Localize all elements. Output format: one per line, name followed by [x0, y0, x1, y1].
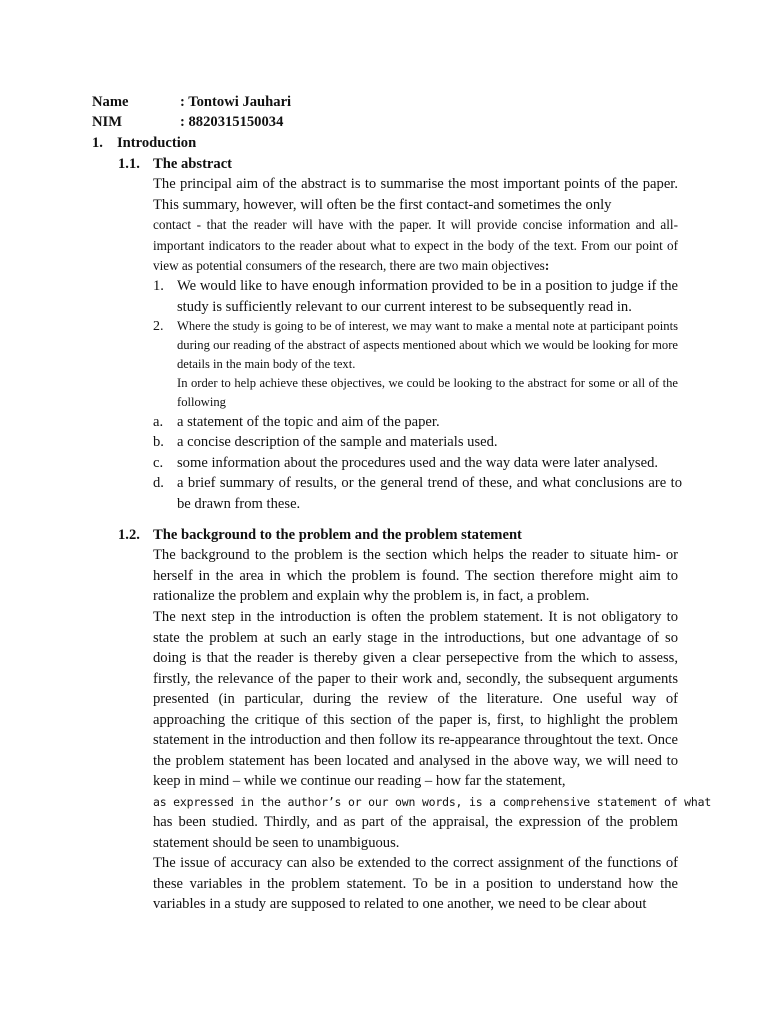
- background-paragraph-2c: has been studied. Thirdly, and as part of the appraisal, the expression of the problem statement should be seen to unambiguous.: [153, 814, 678, 851]
- abstract-item-d: [153, 473, 682, 514]
- list-marker: a.: [153, 414, 164, 430]
- list-item-text: Where the study is going to be of interest, we may want to make a mental note at participant points during our reading of the abstract of aspects mentioned about which we would be looking for more details in the main body of the text.: [177, 319, 678, 371]
- background-paragraph-2a: The next step in the introduction is often the problem statement. It is not obligatory to state the problem at such an early stage in the introductions, but one advantage of so doing is that the reader is thereby given a clear persepective from the which to assess, firstly, the relevance of the paper to their work and, secondly, the subsequent arguments presented (in particular, during the review of the literature. One useful way of approaching the critique of this section of the paper is, first, to highlight the problem statement in the introduction and then follow its re-appearance throughtout the text. Once the problem statement has been located and analysed in the above way, we will need to keep in mind – while we continue our reading – how far the statement,: [153, 609, 678, 789]
- list-item-text: some information about the procedures used and the way data were later analysed.: [177, 455, 659, 471]
- name-value: : Tontowi Jauhari: [180, 94, 292, 110]
- background-paragraph-3: The issue of accuracy can also be extended to the correct assignment of the functions of these variables in the problem statement. To be in a position to understand how the variables in a study are supposed to related to one another, we need to be clear about: [153, 855, 678, 912]
- subsection-heading-abstract: [118, 154, 232, 175]
- objective-item-1: [153, 276, 678, 317]
- subsection-title: The background to the problem and the problem statement: [153, 527, 522, 543]
- section-title: Introduction: [117, 135, 197, 151]
- objective-item-2: [153, 317, 678, 374]
- background-paragraph-2b: as expressed in the author’s or our own words, is a comprehensive statement of what: [153, 795, 712, 809]
- list-item-text: a brief summary of results, or the general trend of these, and what conclusions are to be drawn from these.: [177, 475, 682, 512]
- abstract-item-b: [153, 432, 682, 453]
- list-item-text: We would like to have enough information provided to be in a position to judge if the study is sufficiently relevant to our current interest to be subsequently read in.: [177, 278, 678, 315]
- abstract-item-a: [153, 412, 682, 433]
- subsection-title: The abstract: [153, 156, 233, 172]
- list-marker: c.: [153, 455, 164, 471]
- abstract-item-c: [153, 453, 682, 474]
- section-heading-introduction: [92, 133, 196, 154]
- list-marker: b.: [153, 434, 164, 450]
- abstract-paragraph-1a: The principal aim of the abstract is to summarise the most important points of the paper. This summary, however, will often be the first contact-and sometimes the only: [153, 176, 678, 213]
- subsection-number: 1.1.: [118, 156, 140, 172]
- list-item-text: a concise description of the sample and materials used.: [177, 434, 498, 450]
- subsection-heading-background: [118, 525, 522, 546]
- section-number: 1.: [92, 135, 103, 151]
- objectives-continuation: In order to help achieve these objectives, we could be looking to the abstract for some or all of the following: [177, 376, 678, 409]
- nim-value: : 8820315150034: [180, 114, 284, 130]
- list-marker: 2.: [153, 319, 164, 334]
- nim-label: NIM: [92, 114, 122, 130]
- abstract-paragraph-colon: :: [544, 258, 550, 273]
- name-label: Name: [92, 94, 129, 110]
- abstract-paragraph-1b-text: contact - that the reader will have with the paper. It will provide concise information and all-important indicators to the reader about what to expect in the body of the text. From our point of view as potential consumers of the research, there are two main objectives: [153, 217, 678, 273]
- abstract-paragraph-1b: [153, 215, 678, 277]
- subsection-number: 1.2.: [118, 527, 140, 543]
- background-paragraph-1: The background to the problem is the section which helps the reader to situate him- or herself in the area in which the problem is found. The section therefore might aim to rationalize the problem and explain why the problem is, in fact, a problem.: [153, 547, 678, 604]
- list-marker: 1.: [153, 278, 164, 294]
- list-marker: d.: [153, 475, 164, 491]
- list-item-text: a statement of the topic and aim of the paper.: [177, 414, 440, 430]
